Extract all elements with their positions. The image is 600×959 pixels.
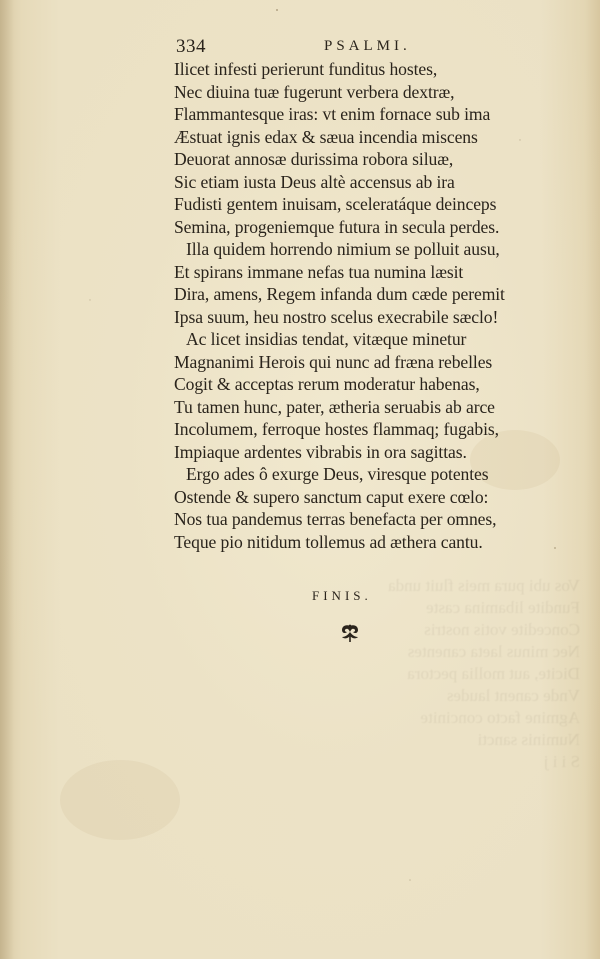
verse-line: Æstuat ignis edax & sæua incendia miscens <box>174 126 478 147</box>
page-number: 334 <box>176 36 206 57</box>
verse-line: Fudisti gentem inuisam, sceleratáque deinceps <box>174 194 497 214</box>
verse-line: Ergo ades ô exurge Deus, viresque potentes <box>186 464 489 484</box>
finis-label: FINIS. <box>312 588 372 603</box>
verse-line: Sic etiam iusta Deus altè accensus ab ira <box>174 171 455 192</box>
verse-line: Ipsa suum, heu nostro scelus execrabile sæclo! <box>174 306 499 327</box>
verse-line: Semina, progeniemque futura in secula perdes. <box>174 216 500 237</box>
verse-line: Nec diuina tuæ fugerunt verbera dextræ, <box>174 81 455 102</box>
verse-line: Ostende & supero sanctum caput exere cœlo: <box>174 486 489 507</box>
verse-line: Cogit & acceptas rerum moderatur habenas, <box>174 374 480 394</box>
verse-line: Teque pio nitidum tollemus ad æthera cantu. <box>174 531 483 552</box>
verse-line: Et spirans immane nefas tua numina læsit <box>174 261 464 282</box>
verse-line: Nos tua pandemus terras benefacta per omnes, <box>174 509 497 529</box>
verse-line: Ac licet insidias tendat, vitæque minetur <box>186 329 467 349</box>
verse-line: Impiaque ardentes vibrabis in ora sagittas. <box>174 441 467 462</box>
verse-line: Deuorat annosæ durissima robora siluæ, <box>174 149 454 169</box>
running-head: PSALMI. <box>324 38 411 54</box>
verse-line: Incolumem, ferroque hostes flammaq; fugabis, <box>174 419 499 439</box>
verse-line: Flammantesque iras: vt enim fornace sub ima <box>174 104 491 124</box>
verse-line: Ilicet infesti perierunt funditus hostes, <box>174 59 438 79</box>
verse-line: Illa quidem horrendo nimium se polluit ausu, <box>186 239 500 259</box>
verse-line: Tu tamen hunc, pater, ætheria seruabis ab arce <box>174 396 495 417</box>
verse-line: Dira, amens, Regem infanda dum cæde peremit <box>174 284 505 304</box>
verse-line: Magnanimi Herois qui nunc ad fræna rebelles <box>174 351 493 372</box>
bleed-through-text: Vos ubi pura meis fluit unda Fundite libamina caste Concedite votis nostris Nec minus laeta canentes Dicite, aut mollia pectora Vnde canent laudes Agmine facto concinite Numinis sancti S i i j <box>388 576 580 771</box>
